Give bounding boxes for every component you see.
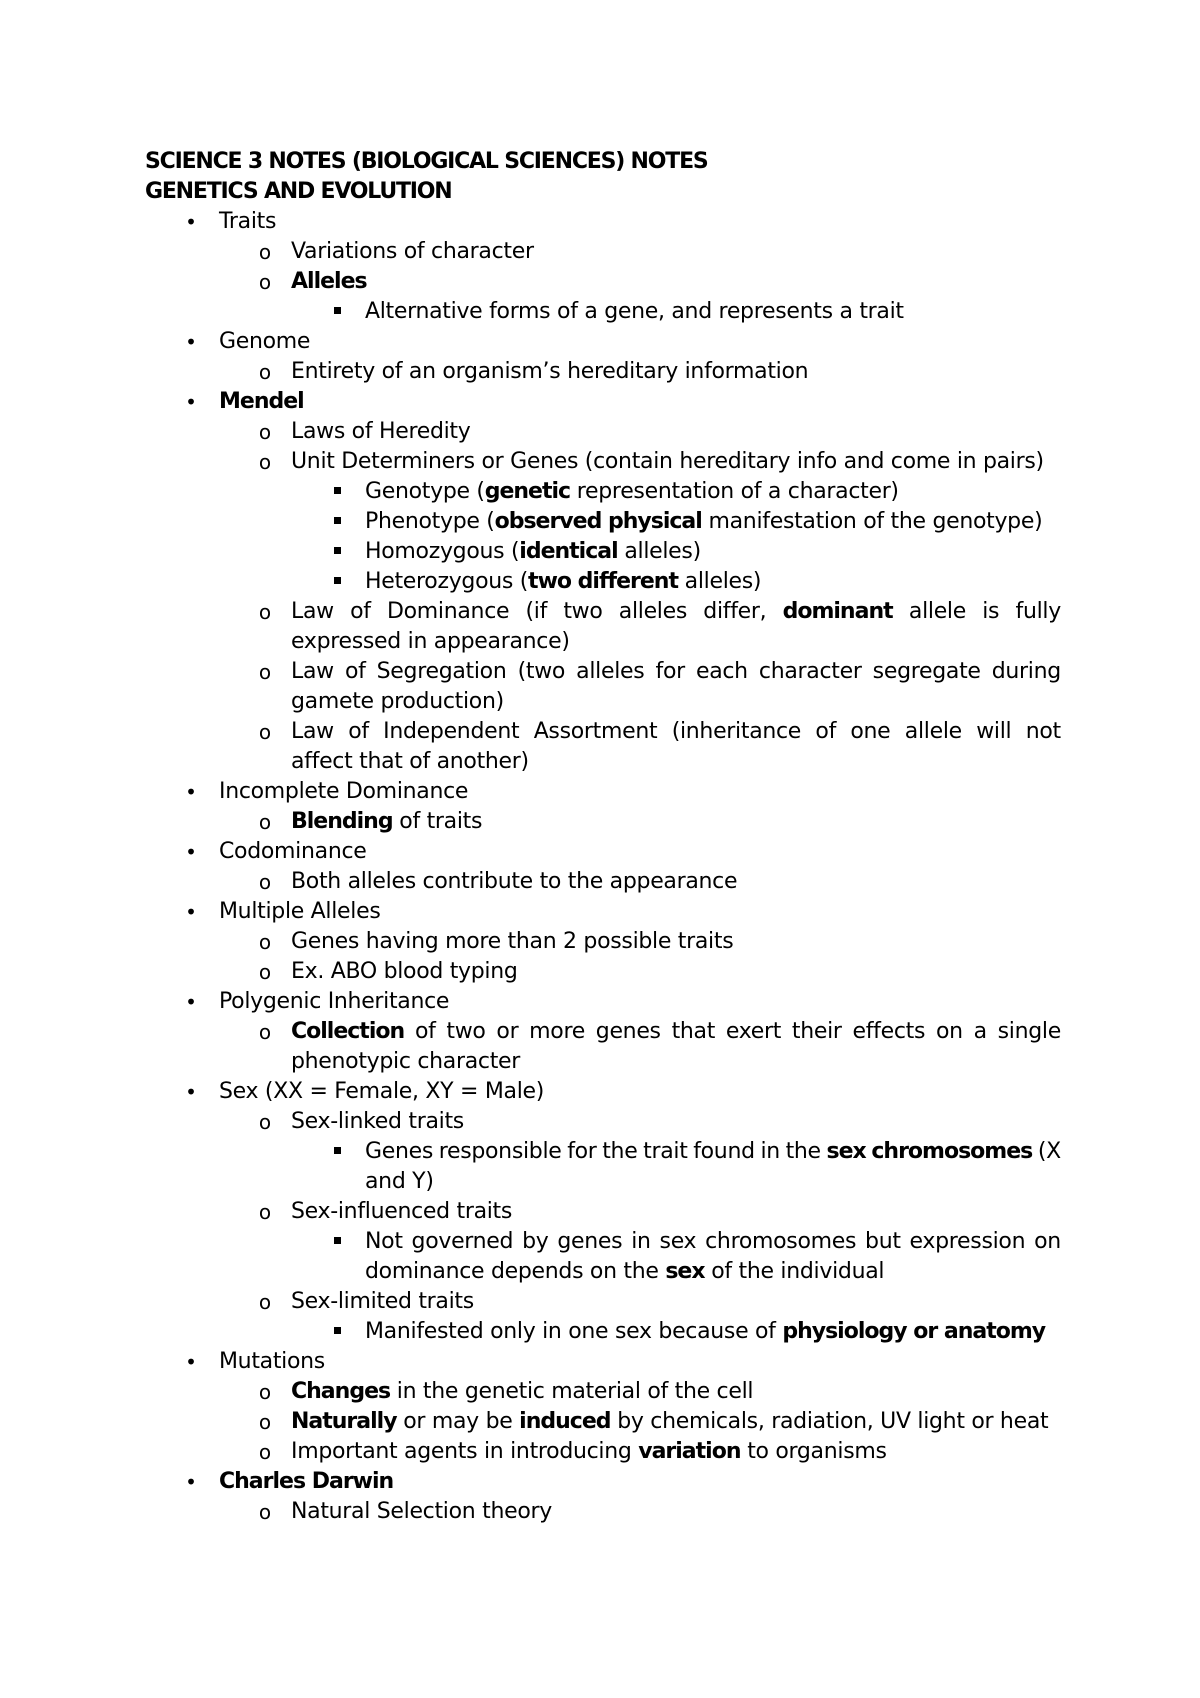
list-item: Sex-influenced traits [291, 1199, 513, 1224]
list-item: Blending of traits [291, 809, 483, 834]
list-item: Entirety of an organism’s hereditary information [291, 359, 809, 384]
list-item: Genes responsible for the trait found in the sex chromosomes (X [365, 1139, 1061, 1164]
bullet-icon [176, 1347, 206, 1377]
circle-bullet-icon [250, 1197, 280, 1227]
square-bullet-icon [322, 567, 352, 597]
list-item: Charles Darwin [219, 1469, 394, 1494]
list-item: Polygenic Inheritance [219, 989, 450, 1014]
list-item-continued: gamete production) [291, 689, 504, 714]
list-item: Homozygous (identical alleles) [365, 539, 701, 564]
square-bullet-icon [322, 537, 352, 567]
bullet-icon [176, 897, 206, 927]
list-item: Unit Determiners or Genes (contain hereditary info and come in pairs) [291, 449, 1044, 474]
bullet-icon [176, 387, 206, 417]
square-bullet-icon [322, 1227, 352, 1257]
square-bullet-icon [322, 1317, 352, 1347]
list-item: Sex-linked traits [291, 1109, 464, 1134]
circle-bullet-icon [250, 1287, 280, 1317]
list-item: Mutations [219, 1349, 325, 1374]
circle-bullet-icon [250, 357, 280, 387]
list-item: Sex (XX = Female, XY = Male) [219, 1079, 545, 1104]
list-item: Law of Dominance (if two alleles differ, dominant allele is fully [291, 599, 1061, 624]
list-item: Law of Segregation (two alleles for each character segregate during [291, 659, 1061, 684]
circle-bullet-icon [250, 927, 280, 957]
list-item-continued: affect that of another) [291, 749, 529, 774]
circle-bullet-icon [250, 1407, 280, 1437]
bullet-icon [176, 327, 206, 357]
list-item: Law of Independent Assortment (inheritance of one allele will not [291, 719, 1061, 744]
list-item: Heterozygous (two different alleles) [365, 569, 762, 594]
list-item: Codominance [219, 839, 367, 864]
list-item: Important agents in introducing variation to organisms [291, 1439, 887, 1464]
list-item: Changes in the genetic material of the cell [291, 1379, 754, 1404]
circle-bullet-icon [250, 1497, 280, 1527]
section-heading: GENETICS AND EVOLUTION [145, 179, 452, 204]
list-item: Phenotype (observed physical manifestation of the genotype) [365, 509, 1043, 534]
list-item: Incomplete Dominance [219, 779, 469, 804]
circle-bullet-icon [250, 957, 280, 987]
list-item-continued: phenotypic character [291, 1049, 521, 1074]
circle-bullet-icon [250, 717, 280, 747]
circle-bullet-icon [250, 657, 280, 687]
square-bullet-icon [322, 477, 352, 507]
list-item: Naturally or may be induced by chemicals, radiation, UV light or heat [291, 1409, 1049, 1434]
list-item-continued: dominance depends on the sex of the individual [365, 1259, 885, 1284]
list-item: Sex-limited traits [291, 1289, 474, 1314]
bullet-icon [176, 777, 206, 807]
list-item: Multiple Alleles [219, 899, 381, 924]
circle-bullet-icon [250, 1017, 280, 1047]
list-item: Genome [219, 329, 311, 354]
circle-bullet-icon [250, 1377, 280, 1407]
list-item-continued: and Y) [365, 1169, 434, 1194]
circle-bullet-icon [250, 1107, 280, 1137]
list-item: Genes having more than 2 possible traits [291, 929, 734, 954]
circle-bullet-icon [250, 597, 280, 627]
page-title: SCIENCE 3 NOTES (BIOLOGICAL SCIENCES) NOTES [145, 149, 708, 174]
list-item: Natural Selection theory [291, 1499, 552, 1524]
square-bullet-icon [322, 507, 352, 537]
circle-bullet-icon [250, 807, 280, 837]
list-item: Genotype (genetic representation of a character) [365, 479, 899, 504]
list-item-continued: expressed in appearance) [291, 629, 570, 654]
list-item: Mendel [219, 389, 304, 414]
circle-bullet-icon [250, 237, 280, 267]
list-item: Manifested only in one sex because of physiology or anatomy [365, 1319, 1046, 1344]
list-item: Traits [219, 209, 277, 234]
list-item: Ex. ABO blood typing [291, 959, 518, 984]
list-item: Alleles [291, 269, 367, 294]
circle-bullet-icon [250, 1437, 280, 1467]
list-item: Both alleles contribute to the appearance [291, 869, 738, 894]
circle-bullet-icon [250, 447, 280, 477]
circle-bullet-icon [250, 417, 280, 447]
bullet-icon [176, 987, 206, 1017]
bullet-icon [176, 207, 206, 237]
list-item: Laws of Heredity [291, 419, 471, 444]
bullet-icon [176, 1467, 206, 1497]
list-item: Variations of character [291, 239, 534, 264]
bullet-icon [176, 1077, 206, 1107]
square-bullet-icon [322, 297, 352, 327]
bullet-icon [176, 837, 206, 867]
list-item: Not governed by genes in sex chromosomes but expression on [365, 1229, 1061, 1254]
circle-bullet-icon [250, 867, 280, 897]
list-item: Alternative forms of a gene, and represents a trait [365, 299, 904, 324]
list-item: Collection of two or more genes that exert their effects on a single [291, 1019, 1061, 1044]
circle-bullet-icon [250, 267, 280, 297]
square-bullet-icon [322, 1137, 352, 1167]
